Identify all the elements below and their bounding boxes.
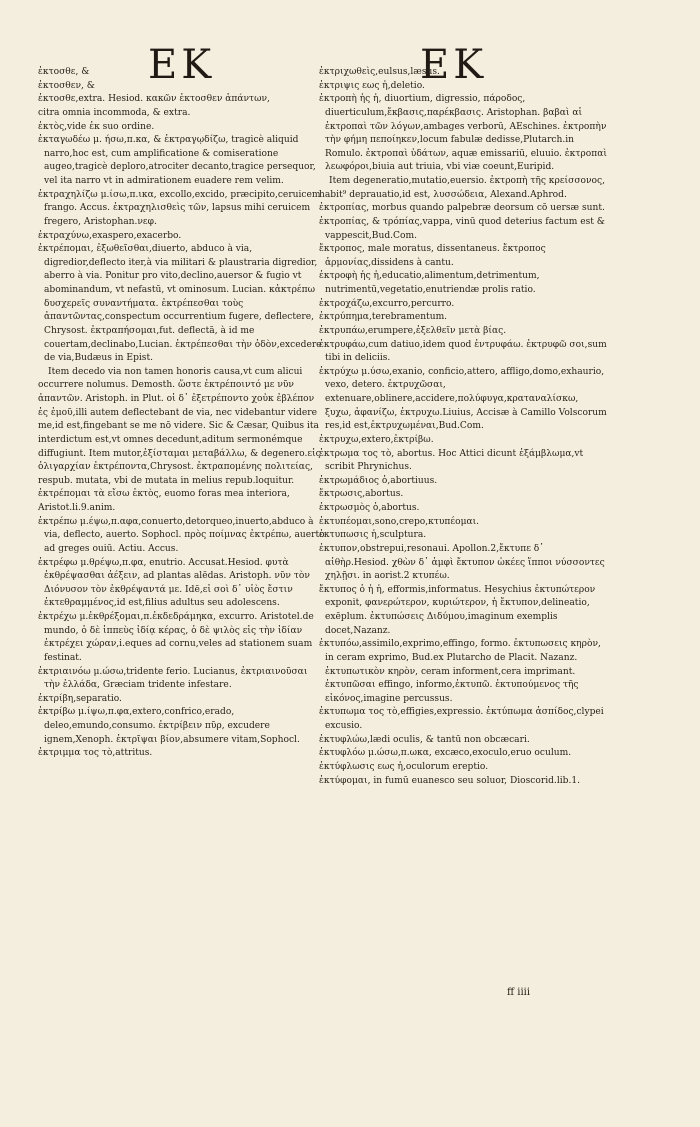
dictionary-entry: citra omnia incommoda, & extra. (38, 107, 191, 118)
signature-mark: ff iiii (507, 987, 531, 998)
dictionary-entry: ἐκτροπὴ ἡς ἡ, diuortium, digressio, πάροδος, diuerticulum,ἔκβασις,παρέκβασις. Aristophan. βαβαὶ αἱ ἐκτροπαὶ τῶν λόγων,ambages verborū, AEschines. ἐκτροπὴν τὴν φήμη πεποίηκεν,locum fabulæ dedisse,Plutarch.in Romulo. ἐκτροπαὶ ὑδάτων, aquæ emissariū, eluuio. ἐκτροπαὶ λεωφόροι,biuia aut triuia, vbi viæ coeunt,Euripid. (319, 94, 607, 173)
dictionary-entry: ἐκτροφὴ ἡς ἡ,educatio,alimentum,detrimentum, nutrimentū,vegetatio,enutriendæ prolis ratio. (319, 271, 540, 295)
dictionary-entry: ἐκτρωσμὸς ὁ,abortus. (319, 503, 420, 513)
dictionary-entry: ἐκταγωδέω μ. ήσω,π.κα, & ἐκτραγῳδίζω, tragicè aliquid narro,hoc est, cum amplificatione & comiseratione augeo,tragicè deploro,atrociter decanto,tragice persequor, vel ita narro vt in admirationem euadere rem velim. (38, 135, 316, 186)
dictionary-entry: ἐκτρυπάω,erumpere,ἐξελθεῖν μετὰ βίας. (319, 325, 507, 336)
dictionary-entry: ἐκτρέπω μ.έψω,π.αφα,conuerto,detorqueo,inuerto,abduco à via, deflecto, auerto. Sophocl. πρὸς ποίμνας ἐκτρέπω, auerto ad greges ouiū. Actiu. Accus. (38, 516, 325, 554)
dictionary-entry: ἐκτριμμα τος τὸ,attritus. (38, 748, 153, 759)
dictionary-entry: ἐκτοσθε, & (38, 67, 90, 77)
dictionary-entry: ἐκτυφλόω μ.ώσω,π.ωκα, excæco,exoculo,eruo oculum. (319, 748, 572, 759)
dictionary-entry: ἐκτρύπημα,terebramentum. (319, 312, 448, 323)
dictionary-entry: ἐκτύφομαι, in fumū euanesco seu soluor, Dioscorid.lib.1. (319, 775, 581, 786)
left-column (38, 66, 326, 761)
dictionary-entry: ἔκτρωσις,abortus. (319, 489, 404, 500)
dictionary-entry: ἐκτρυχω,extero,ἐκτρίβω. (319, 434, 434, 445)
dictionary-entry: ἐκτρέφω μ.θρέψω,π.φα, enutrio. Accusat.Hesiod. φυτὰ ἐκθρέψασθαι ἀέξειν, ad plantas alēdas. Aristoph. νῦν τὸν Διόνυσον τὸν ἐκθρέψαντά με. Idē,εἰ σοὶ δ᾽ υἱὸς ἔστιν ἐκτεθραμμένος,id est,filius adultus seu adolescens. (38, 557, 310, 609)
dictionary-entry: ἐκτυπωσις ἡ,sculptura. (319, 530, 427, 541)
dictionary-entry: Item degeneratio,mutatio,euersio. ἐκτροπὴ τῆς κρείσσονος, habit⁹ deprauatio,id est, λυσσώδεια, Alexand.Aphrod. (319, 176, 605, 200)
dictionary-entry: ἐκτοσθε,extra. Hesiod. κακῶν ἐκτοσθεν ἁπάντων, (38, 94, 270, 105)
dictionary-entry: ἐκτυπέομαι,sono,crepo,κτυπέομαι. (319, 516, 480, 527)
right-column (319, 66, 607, 788)
dictionary-entry: ἐκτραχηλίζω μ.ίσω,π.ικα, excollo,excido, præcipito,ceruicem frango. Accus. ἐκτραχηλισθεὶς τῶν, lapsus mihi ceruicem fregero, Aristophan.νεφ. (38, 189, 321, 227)
dictionary-entry: ἐκτριψις εως ἡ,deletio. (319, 80, 425, 91)
dictionary-entry: ἐκτύφλωσις εως ἡ,oculorum ereptio. (319, 761, 489, 772)
dictionary-entry: ἐκτὸς,vide ἐκ suo ordine. (38, 121, 155, 132)
right-running-head: EK (420, 42, 488, 88)
dictionary-entry: ἐκτρυφάω,cum datiuo,idem quod ἐντρυφάω. ἐκτρυφῶ σοι,sum tibi in deliciis. (319, 339, 607, 364)
dictionary-entry: ἐκτριχωθεὶς,eulsus,læsus. (319, 67, 440, 77)
dictionary-entry: ἔκτυπος ὁ ἡ ἡ, efformis,informatus. Hesychius ἐκτυπώτερον exponit, φανερώτερον, κυριώτερον, ἡ ἔκτυπον,delineatio, exēplum. ἐκτυπώσεις Διδύμου,imaginum exemplis docet,Nazanz. (319, 584, 596, 636)
dictionary-entry: ἐκτροχάζω,excurro,percurro. (319, 298, 455, 309)
dictionary-entry: ἐκτραχύνω,exaspero,exacerbo. (38, 230, 182, 241)
dictionary-entry: ἐκτροπίας, & τρόπίας,vappa, vinū quod deterius factum est & vappescit,Bud.Com. (319, 216, 605, 241)
dictionary-entry: ἐκτυπον,obstrepui,resonaui. Apollon.2,ἔκτυπε δ᾽ αἰθὴρ.Hesiod. χθὼν δ᾽ ἀμφὶ ἔκτυπον ὠκέες ἵπποι νύσσοντες χηλῇσι. in aorist.2 κτυπέω. (319, 543, 605, 582)
dictionary-entry: ἐκτρύχω μ.ύσω,exanio, conficio,attero, affligo,domo,exhaurio, vexo, detero. ἐκτρυχῶσαι, extenuare,oblinere,accidere,πολύφυγα,κραταναλίσκω, ξυχω, ἀφανίζω, ἐκτρυχω.Liuius, Accisæ à Camillo Volscorum res,id est,ἐκτρυχωμέναι,Bud.Com. (319, 366, 607, 432)
dictionary-entry: ἐκτρωμα τος τὸ, abortus. Hoc Attici dicunt ἐξάμβλωμα,vt scribit Phrynichus. (319, 448, 584, 473)
dictionary-entry: ἔκτροπος, male moratus, dissentaneus. ἔκτροπος ἁρμονίας,dissidens à cantu. (319, 244, 546, 268)
dictionary-entry: ἐκτυπωμα τος τὸ,effigies,expressio. ἐκτύπωμα ἀσπίδος,clypei excusio. (319, 707, 604, 731)
dictionary-entry: ἐκτυφλώω,lædi oculis, & tantū non obcæcari. (319, 734, 530, 745)
dictionary-entry: ἐκτρέχω μ.ἐκθρέξομαι,π.ἐκδεδράμηκα, excurro. Aristotel.de mundo, ὁ δὲ ἱππεὺς ἰδίᾳ κέρας, ὁ δὲ ψιλὸς εἰς τὴν ἰδίαν ἐκτρέχει χώραν,i.eques ad cornu,veles ad stationem suam festinat. (38, 612, 314, 663)
dictionary-entry: ἐκτυπόω,assimilo,exprimo,effingo, formo. ἐκτυπωσεις κηρὸν, in ceram exprimo, Bud.ex Plutarcho de Placit. Nazanz. ἐκτυπωτικὸν κηρὸν, ceram informent,cera imprimant. ἐκτυπῶσαι effingo, informo,ἐκτυπῶ. ἐκτυπούμενος τῆς εἰκόνος,imagine percussus. (319, 639, 601, 704)
dictionary-entry: ἐκτρίβη,separatio. (38, 693, 122, 704)
dictionary-entry: ἐκτρίβω μ.ίψω,π.φα,extero,confrico,erado, deleo,emundo,consumo. ἐκτρίβειν πῦρ, excudere ignem,Xenoph. ἐκτρῖψαι βίον,absumere vitam,Sophocl. (38, 707, 300, 745)
dictionary-entry: ἐκτοσθεν, & (38, 80, 95, 91)
dictionary-entry: ἐκτροπίας, morbus quando palpebræ deorsum cō uersæ sunt. (319, 203, 605, 214)
dictionary-entry: ἐκτρωμάδιος ὁ,abortiuus. (319, 475, 438, 486)
dictionary-entry: ἐκτρέπομαι, ἐξωθεῖσθαι,diuerto, abduco à via, digredior,deflecto iter,à via militari & plaustraria digredior, aberro à via. Ponitur pro vito,declino,auersor & fugio vt abominandum, vt nefastū, vt ominosum. Lucian. κἀκτρέπω δυσχερεῖς συναντήματα. ἐκτρέπεσθαι τοὺς ἀπαντῶντας,conspectum occurrentium fugere, deflectere, Chrysost. ἐκτραπήσομαι,fut. deflectā, à id me couertam,declinabo,Lucian. ἐκτρέπεσθαι τὴν ὁδὸν,excedere de via,Budæus in Epist. (38, 244, 322, 364)
dictionary-entry: Item decedo via non tamen honoris causa,vt cum alicui occurrere nolumus. Demosth. ὥστε ἐκτρέποιντό με νῦν ἀπαντῶν. Aristoph. in Plut. οἱ δ᾽ ἐξετρέποντο χοὐκ ἐβλέπον ἐς ἐμοῦ,illi autem deflectebant de via, nec videbantur videre me,id est,fingebant se me nō videre. Sic & Cæsar, Quibus ita interdictum est,vt omnes decedunt,aditum sermonémque diffugiunt. Item mutor,ἐξίσταμαι μεταβάλλω, & degenero.εἰς ὀλιγαρχίαν ἐκτρέποντα,Chrysost. ἐκτραπομένης πολιτείας, respub. mutata, vbi de mutata in melius repub.loquitur. ἐκτρέπομαι τὰ εἴσω ἐκτὸς, euomo foras mea interiora, Aristot.li.9.anim. (38, 366, 321, 513)
left-running-head: EK (148, 42, 216, 88)
dictionary-entry: ἐκτριαινόω μ.ώσω,tridente ferio. Lucianus, ἐκτριαινοῦσαι τὴν ἑλλάδα, Græciam tridente infestare. (38, 666, 308, 691)
